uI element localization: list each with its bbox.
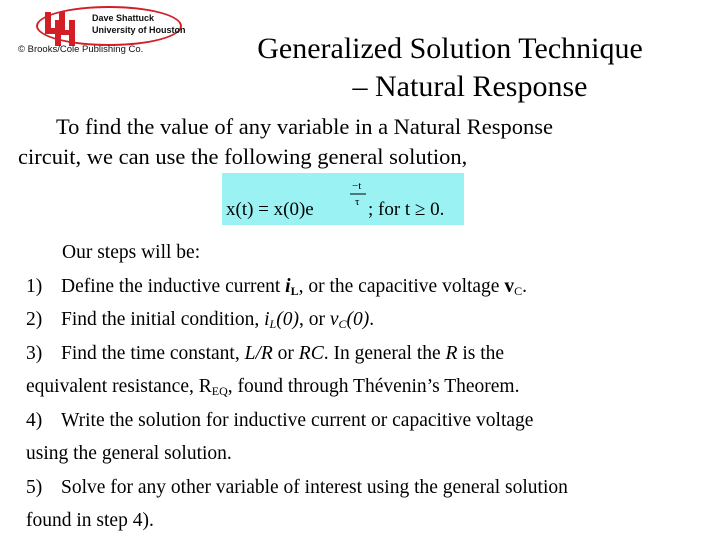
argument-zero: (0) [276, 309, 299, 330]
step-text: . [522, 275, 527, 297]
steps-list [26, 236, 706, 538]
symbol-R: R [445, 342, 458, 364]
step-1 [26, 270, 706, 304]
slide-title [200, 30, 700, 106]
subscript-L: L [290, 283, 299, 298]
step-4 [26, 404, 706, 438]
step-text: , or the capacitive voltage [298, 275, 505, 297]
symbol-v: v [329, 309, 339, 330]
step-text: equivalent resistance, R [26, 376, 212, 397]
step-text: Find the initial condition, [61, 309, 265, 330]
step-3-continued [26, 370, 706, 404]
step-4-continued: using the general solution. [26, 443, 232, 464]
symbol-RC: RC [298, 342, 324, 364]
step-text: Find the time constant, [61, 342, 245, 364]
step-5-continued: found in step 4). [26, 510, 154, 531]
step-number: 1) [26, 275, 43, 297]
symbol-i: i [264, 309, 270, 330]
step-text: Define the inductive current [61, 275, 286, 297]
symbol-i: i [285, 275, 291, 297]
subscript-C: C [514, 283, 523, 298]
formula-exponent-numerator: −t [352, 180, 362, 192]
step-number: 2) [26, 309, 43, 330]
logo-university: University of Houston [92, 25, 186, 35]
subscript-C: C [338, 317, 347, 331]
logo-author: Dave Shattuck [92, 13, 155, 23]
step-text: , or [298, 309, 330, 330]
step-text: . In general the [323, 342, 446, 364]
symbol-v: v [504, 275, 515, 297]
formula-exponent-denominator: τ [355, 196, 360, 208]
title-line-1: Generalized Solution Technique [257, 32, 643, 65]
general-solution-formula [222, 173, 464, 225]
logo-copyright: © Brooks/Cole Publishing Co. [18, 44, 144, 55]
step-5 [26, 471, 706, 505]
formula-lhs: x(t) = x(0)e [226, 199, 314, 220]
formula-condition: ; for t ≥ 0. [368, 199, 445, 220]
uh-monogram-icon [42, 8, 82, 48]
subscript-EQ: EQ [211, 384, 228, 398]
step-number: 3) [26, 342, 43, 364]
argument-zero: (0) [346, 309, 370, 330]
step-text: or [272, 342, 299, 364]
step-text: Write the solution for inductive current or capacitive voltage [61, 409, 534, 431]
intro-paragraph [18, 112, 708, 172]
subscript-L: L [269, 317, 277, 331]
step-number: 4) [26, 409, 43, 431]
step-text: , found through Thévenin’s Theorem. [227, 376, 520, 397]
step-text: . [369, 309, 375, 330]
formula-svg [222, 173, 464, 225]
step-text: Solve for any other variable of interest using the general solution [61, 476, 568, 498]
intro-line-1: To find the value of any variable in a Natural Response [56, 114, 554, 139]
step-2 [26, 303, 706, 337]
title-line-2: – Natural Response [352, 70, 588, 103]
intro-line-2: circuit, we can use the following general solution, [18, 144, 468, 169]
step-3 [26, 337, 706, 371]
step-number: 5) [26, 476, 43, 498]
steps-heading: Our steps will be: [62, 242, 201, 263]
symbol-L-over-R: L/R [244, 342, 273, 364]
step-text: is the [457, 342, 505, 364]
university-logo [8, 4, 186, 66]
